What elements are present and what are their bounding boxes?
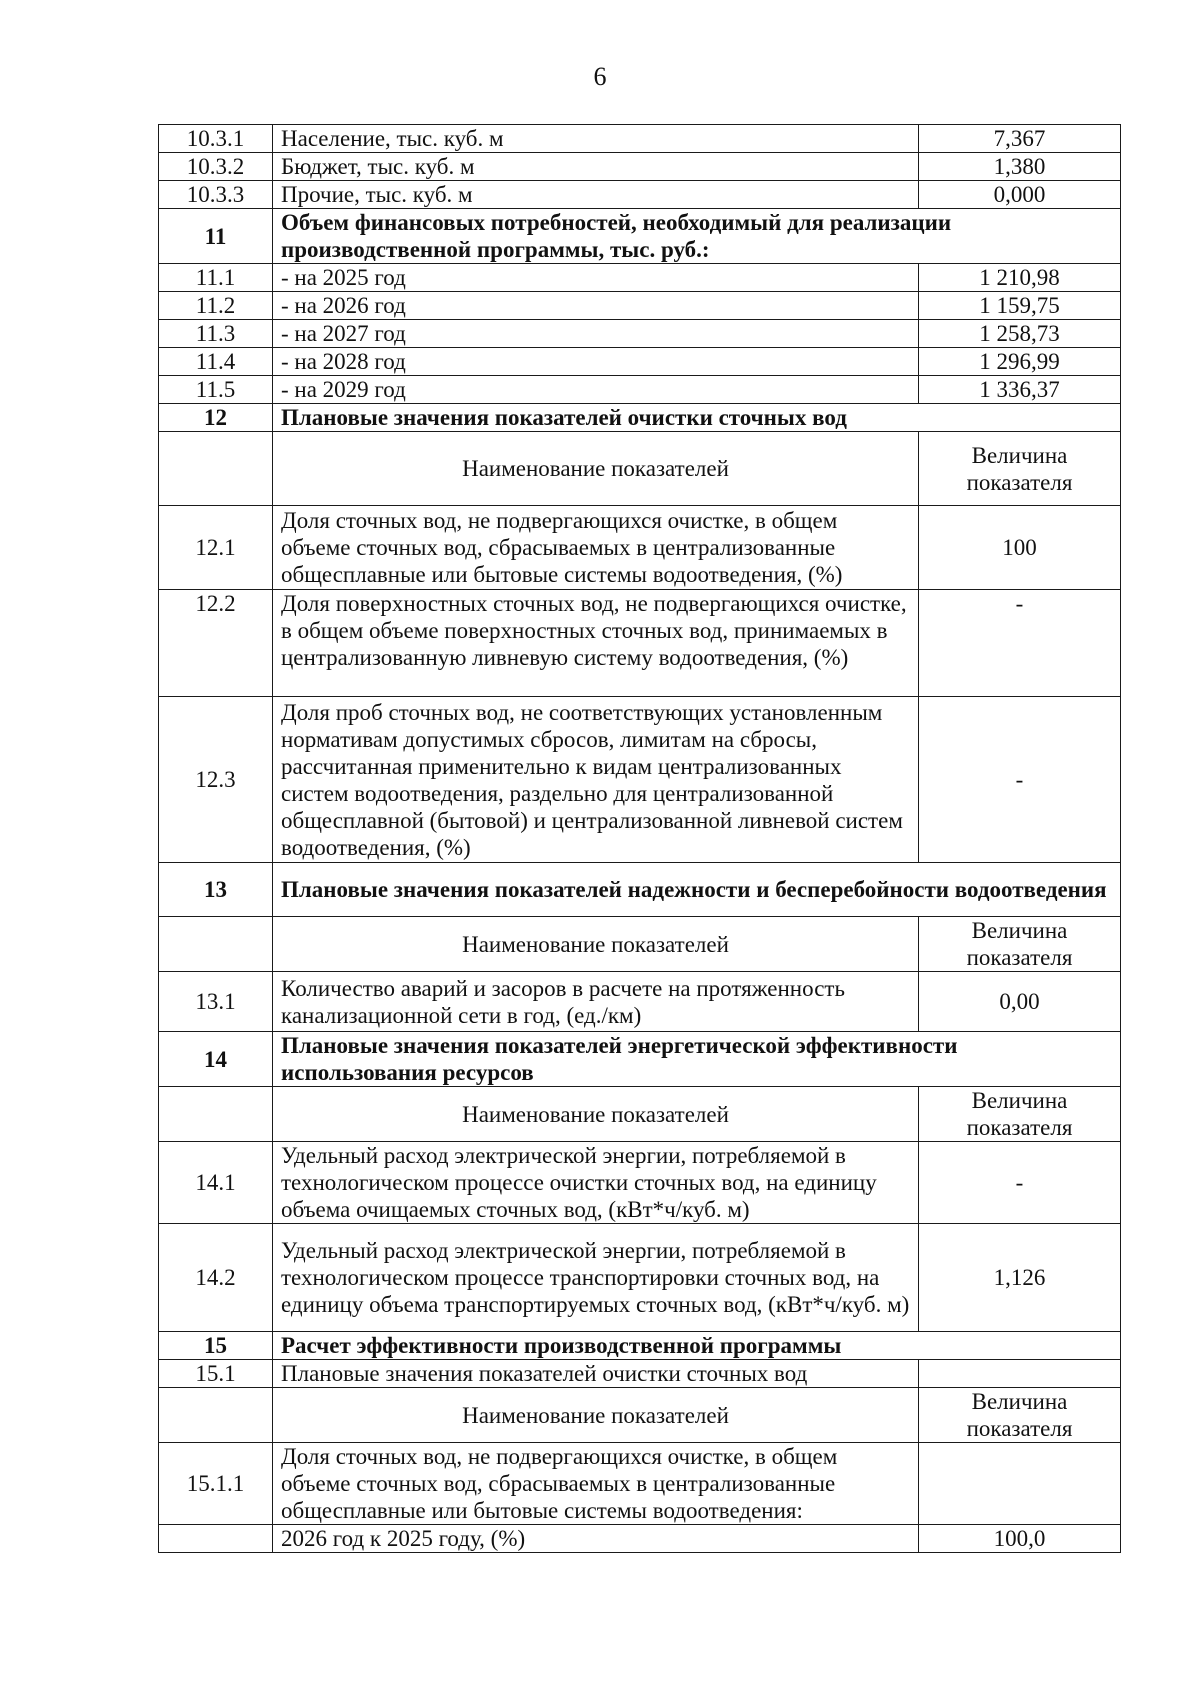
row-number: 14.1 <box>159 1142 273 1224</box>
table-row <box>159 1443 1121 1525</box>
indicator-text: Прочие, тыс. куб. м <box>273 181 919 209</box>
table-row <box>159 153 1121 181</box>
column-header-row <box>159 1388 1121 1443</box>
row-number: 10.3.3 <box>159 181 273 209</box>
indicator-value: 1,380 <box>919 153 1121 181</box>
indicator-value-header: Величина показателя <box>919 1388 1121 1443</box>
row-number: 11 <box>159 209 273 264</box>
row-number: 11.1 <box>159 264 273 292</box>
column-header-row <box>159 1087 1121 1142</box>
indicator-text: Население, тыс. куб. м <box>273 125 919 153</box>
indicator-value: 1 296,99 <box>919 348 1121 376</box>
indicator-value <box>919 1443 1121 1525</box>
table-row <box>159 264 1121 292</box>
row-number: 11.2 <box>159 292 273 320</box>
section-title: Плановые значения показателей энергетической эффективности использования ресурсов <box>273 1032 1121 1087</box>
section-title: Объем финансовых потребностей, необходимый для реализации производственной программы, тыс. руб.: <box>273 209 1121 264</box>
table-row <box>159 1360 1121 1388</box>
indicator-text: - на 2029 год <box>273 376 919 404</box>
indicator-value: 100 <box>919 506 1121 590</box>
row-number: 14 <box>159 1032 273 1087</box>
indicator-value: 1 258,73 <box>919 320 1121 348</box>
production-program-table <box>158 124 1121 1553</box>
row-number: 13.1 <box>159 972 273 1032</box>
indicator-value: 1 336,37 <box>919 376 1121 404</box>
table-row <box>159 320 1121 348</box>
row-number: 10.3.1 <box>159 125 273 153</box>
table-row <box>159 1142 1121 1224</box>
indicator-value-header: Величина показателя <box>919 1087 1121 1142</box>
indicator-value: 0,000 <box>919 181 1121 209</box>
indicator-value: - <box>919 697 1121 863</box>
row-number: 12.3 <box>159 697 273 863</box>
table-row <box>159 1224 1121 1332</box>
row-number: 12 <box>159 404 273 432</box>
page-number: 6 <box>593 62 607 91</box>
section-title: Расчет эффективности производственной программы <box>273 1332 1121 1360</box>
row-number <box>159 917 273 972</box>
indicator-text: Доля сточных вод, не подвергающихся очистке, в общем объеме сточных вод, сбрасываемых в централизованные общесплавные или бытовые системы водоотведения: <box>273 1443 919 1525</box>
row-number: 11.4 <box>159 348 273 376</box>
section-row <box>159 404 1121 432</box>
indicator-name-header: Наименование показателей <box>273 432 919 506</box>
row-number: 15 <box>159 1332 273 1360</box>
row-number <box>159 1388 273 1443</box>
row-number: 10.3.2 <box>159 153 273 181</box>
indicator-value: 1 159,75 <box>919 292 1121 320</box>
table-row <box>159 376 1121 404</box>
table-row <box>159 590 1121 697</box>
column-header-row <box>159 917 1121 972</box>
table-row <box>159 697 1121 863</box>
indicator-text: Удельный расход электрической энергии, потребляемой в технологическом процессе очистки сточных вод, на единицу объема очищаемых сточных вод, (кВт*ч/куб. м) <box>273 1142 919 1224</box>
indicator-value: 0,00 <box>919 972 1121 1032</box>
indicator-name-header: Наименование показателей <box>273 1087 919 1142</box>
row-number: 15.1.1 <box>159 1443 273 1525</box>
indicator-text: 2026 год к 2025 году, (%) <box>273 1525 919 1553</box>
indicator-name-header: Наименование показателей <box>273 1388 919 1443</box>
indicator-text: - на 2027 год <box>273 320 919 348</box>
section-row <box>159 863 1121 917</box>
indicator-text: Количество аварий и засоров в расчете на протяженность канализационной сети в год, (ед./км) <box>273 972 919 1032</box>
section-row <box>159 1032 1121 1087</box>
row-number: 11.3 <box>159 320 273 348</box>
indicator-value: 1 210,98 <box>919 264 1121 292</box>
indicator-value: - <box>919 1142 1121 1224</box>
indicator-text: - на 2025 год <box>273 264 919 292</box>
indicator-value-header: Величина показателя <box>919 432 1121 506</box>
row-number <box>159 1087 273 1142</box>
indicator-text: Доля поверхностных сточных вод, не подвергающихся очистке, в общем объеме поверхностных сточных вод, принимаемых в централизованную ливневую систему водоотведения, (%) <box>273 590 919 697</box>
table-row <box>159 506 1121 590</box>
indicator-text: Доля проб сточных вод, не соответствующих установленным нормативам допустимых сбросов, лимитам на сбросы, рассчитанная применительно к видам централизованных систем водоотведения, раздельно для централизованной общесплавной (бытовой) и централизованной ливневой систем водоотведения, (%) <box>273 697 919 863</box>
indicator-value-header: Величина показателя <box>919 917 1121 972</box>
indicator-value: 100,0 <box>919 1525 1121 1553</box>
indicator-value: 7,367 <box>919 125 1121 153</box>
row-number: 12.2 <box>159 590 273 697</box>
indicator-text: Бюджет, тыс. куб. м <box>273 153 919 181</box>
table-row <box>159 292 1121 320</box>
table-row <box>159 1525 1121 1553</box>
table-row <box>159 348 1121 376</box>
section-title: Плановые значения показателей надежности и бесперебойности водоотведения <box>273 863 1121 917</box>
indicator-name-header: Наименование показателей <box>273 917 919 972</box>
row-number: 13 <box>159 863 273 917</box>
table-row <box>159 972 1121 1032</box>
indicator-value: - <box>919 590 1121 697</box>
column-header-row <box>159 432 1121 506</box>
row-number: 12.1 <box>159 506 273 590</box>
indicator-text: Удельный расход электрической энергии, потребляемой в технологическом процессе транспортировки сточных вод, на единицу объема транспортируемых сточных вод, (кВт*ч/куб. м) <box>273 1224 919 1332</box>
row-number: 14.2 <box>159 1224 273 1332</box>
indicator-text: Доля сточных вод, не подвергающихся очистке, в общем объеме сточных вод, сбрасываемых в централизованные общесплавные или бытовые системы водоотведения, (%) <box>273 506 919 590</box>
indicator-text: Плановые значения показателей очистки сточных вод <box>273 1360 919 1388</box>
row-number: 15.1 <box>159 1360 273 1388</box>
table-row <box>159 125 1121 153</box>
indicator-value: 1,126 <box>919 1224 1121 1332</box>
indicator-text: - на 2028 год <box>273 348 919 376</box>
table-row <box>159 181 1121 209</box>
row-number <box>159 432 273 506</box>
row-number: 11.5 <box>159 376 273 404</box>
indicator-text: - на 2026 год <box>273 292 919 320</box>
section-title: Плановые значения показателей очистки сточных вод <box>273 404 1121 432</box>
row-number <box>159 1525 273 1553</box>
indicator-value <box>919 1360 1121 1388</box>
section-row <box>159 1332 1121 1360</box>
section-row <box>159 209 1121 264</box>
